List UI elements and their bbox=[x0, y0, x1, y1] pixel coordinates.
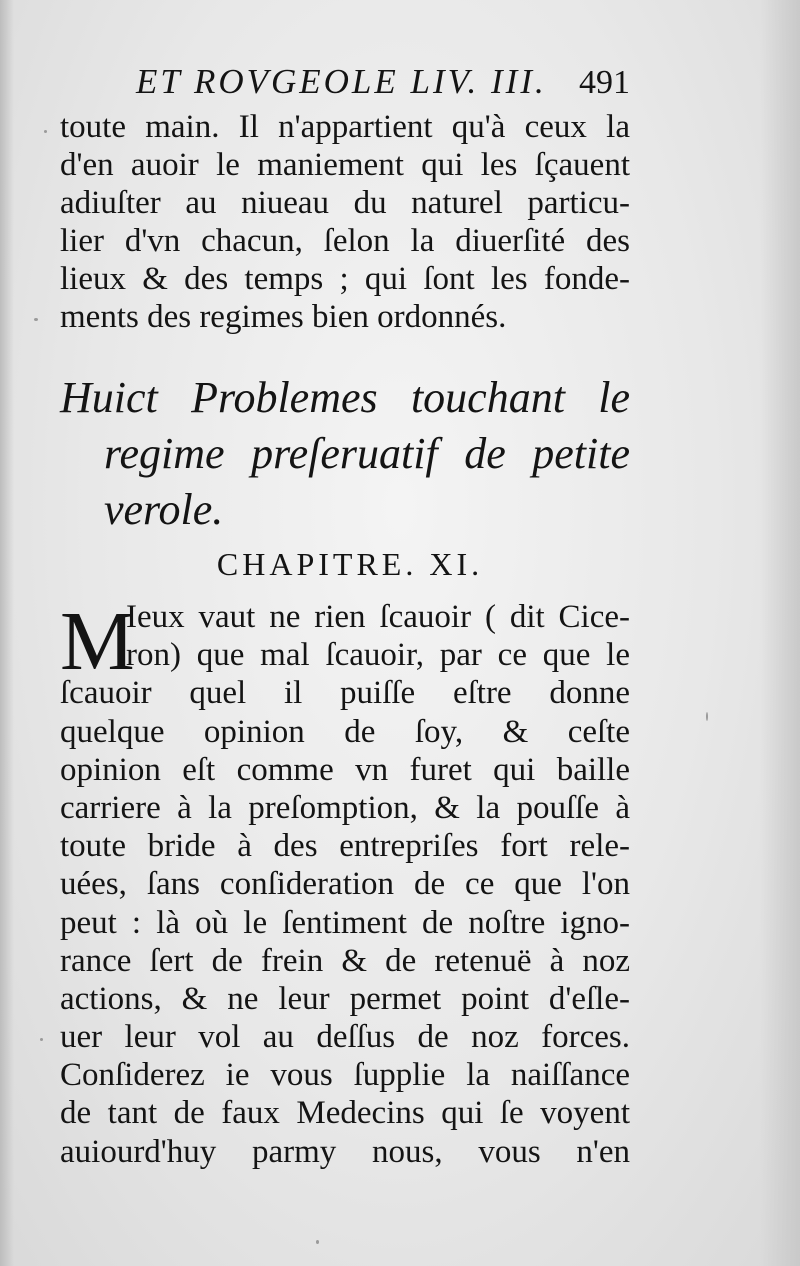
text-line: uées, ſans conſideration de ce que l'on bbox=[60, 866, 630, 903]
paper-speck bbox=[706, 712, 708, 721]
running-title: ET ROVGEOLE LIV. III. bbox=[136, 62, 547, 101]
text-line: ron) que mal ſcauoir, par ce que le bbox=[126, 637, 630, 674]
heading-line: Huict Problemes touchant le bbox=[60, 373, 630, 422]
page-gutter-shadow bbox=[0, 0, 14, 1266]
paper-speck bbox=[316, 1240, 319, 1244]
text-line: toute main. Il n'appartient qu'à ceux la bbox=[60, 109, 630, 145]
text-line: actions, & ne leur permet point d'eſle- bbox=[60, 980, 630, 1017]
text-line: opinion eſt comme vn furet qui baille bbox=[60, 751, 630, 788]
text-line: auiourd'huy parmy nous, vous n'en bbox=[60, 1133, 630, 1170]
paper-speck bbox=[40, 1038, 43, 1041]
paper-speck bbox=[34, 318, 38, 321]
text-line: quelque opinion de ſoy, & ceſte bbox=[60, 713, 630, 750]
heading-line: regime preſeruatif de petite bbox=[104, 429, 630, 478]
drop-cap: M bbox=[60, 595, 135, 688]
heading-line: verole. bbox=[104, 485, 224, 534]
text-line: rance ſert de frein & de retenuë à noz bbox=[60, 942, 630, 979]
page-edge-shadow bbox=[760, 0, 800, 1266]
text-line: Ieux vaut ne rien ſcauoir ( dit Cice- bbox=[126, 599, 630, 635]
body-paragraph bbox=[60, 595, 630, 1171]
text-line: carriere à la preſomption, & la pouſſe à bbox=[60, 789, 630, 826]
text-line: peut : là où le ſentiment de noſtre igno- bbox=[60, 904, 630, 941]
text-line: d'en auoir le maniement qui les ſçauent bbox=[60, 147, 630, 183]
text-line: lier d'vn chacun, ſelon la diuerſité des bbox=[60, 223, 630, 259]
section-heading bbox=[60, 370, 630, 538]
text-line: ments des regimes bien ordonnés. bbox=[60, 299, 507, 335]
page-header bbox=[136, 62, 630, 112]
text-line: lieux & des temps ; qui ſont les fonde- bbox=[60, 261, 630, 297]
chapter-title: CHAPITRE. XI. bbox=[216, 546, 484, 582]
intro-paragraph bbox=[60, 108, 630, 336]
text-line: de tant de faux Medecins qui ſe voyent bbox=[60, 1095, 630, 1132]
text-line: ſcauoir quel il puiſſe eſtre donne bbox=[60, 675, 630, 712]
text-line: toute bride à des entrepriſes fort rele- bbox=[60, 828, 630, 865]
text-line: Conſiderez ie vous ſupplie la naiſſance bbox=[60, 1057, 630, 1094]
text-line: adiuſter au niueau du naturel particu- bbox=[60, 185, 630, 221]
page-number: 491 bbox=[579, 64, 630, 101]
paper-speck bbox=[44, 130, 47, 133]
text-line: uer leur vol au deſſus de noz forces. bbox=[60, 1019, 630, 1056]
